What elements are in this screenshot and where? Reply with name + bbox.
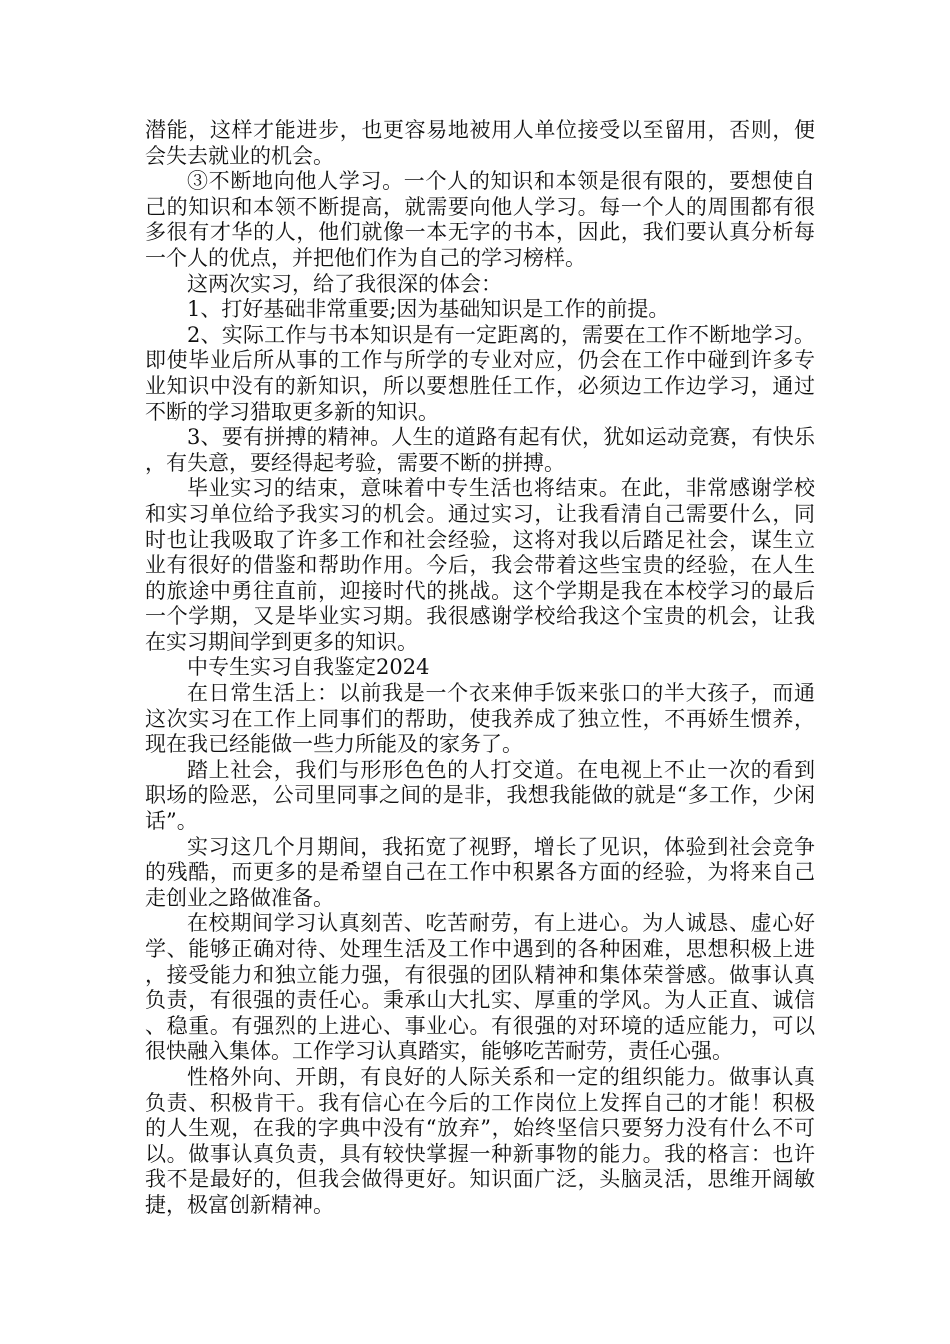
document-page: [145, 118, 815, 1219]
paragraph: 踏上社会，我们与形形色色的人打交道。在电视上不止一次的看到职场的险恶，公司里同事之间的是非，我想我能做的就是“多工作，少闲话”。: [145, 757, 815, 834]
paragraph: 3、要有拼搏的精神。人生的道路有起有伏，犹如运动竞赛，有快乐，有失意，要经得起考验，需要不断的拼搏。: [145, 425, 815, 475]
paragraph: 在校期间学习认真刻苦、吃苦耐劳，有上进心。为人诚恳、虚心好学、能够正确对待、处理生活及工作中遇到的各种困难，思想积极上进，接受能力和独立能力强，有很强的团队精神和集体荣誉感。做事认真负责，有很强的责任心。秉承山大扎实、厚重的学风。为人正直、诚信、稳重。有强烈的上进心、事业心。有很强的对环境的适应能力，可以很快融入集体。工作学习认真踏实，能够吃苦耐劳，责任心强。: [145, 911, 815, 1064]
paragraph: 这两次实习，给了我很深的体会：: [187, 271, 502, 296]
paragraph: 实习这几个月期间，我拓宽了视野，增长了见识，体验到社会竞争的残酷，而更多的是希望自己在工作中积累各方面的经验，为将来自己走创业之路做准备。: [145, 834, 815, 910]
paragraph: 2、实际工作与书本知识是有一定距离的，需要在工作不断地学习。即使毕业后所从事的工作与所学的专业对应，仍会在工作中碰到许多专业知识中没有的新知识，所以要想胜任工作，必须边工作边学习，通过不断的学习猎取更多新的知识。: [145, 322, 815, 424]
section-heading: 中专生实习自我鉴定2024: [187, 655, 430, 680]
paragraph: ③不断地向他人学习。一个人的知识和本领是很有限的，要想使自己的知识和本领不断提高，就需要向他人学习。每一个人的周围都有很多很有才华的人，他们就像一本无字的书本，因此，我们要认真分析每一个人的优点，并把他们作为自己的学习榜样。: [145, 169, 815, 270]
paragraph: 性格外向、开朗，有良好的人际关系和一定的组织能力。做事认真负责、积极肯干。我有信心在今后的工作岗位上发挥自己的才能！积极的人生观，在我的字典中没有“放弃”，始终坚信只要努力没有什么不可以。做事认真负责，具有较快掌握一种新事物的能力。我的格言：也许我不是最好的，但我会做得更好。知识面广泛，头脑灵活，思维开阔敏捷，极富创新精神。: [145, 1064, 815, 1217]
paragraph: 1、打好基础非常重要;因为基础知识是工作的前提。: [187, 297, 670, 322]
paragraph: 在日常生活上：以前我是一个衣来伸手饭来张口的半大孩子，而通这次实习在工作上同事们的帮助，使我养成了独立性，不再娇生惯养，现在我已经能做一些力所能及的家务了。: [145, 681, 815, 757]
paragraph: 潜能，这样才能进步，也更容易地被用人单位接受以至留用，否则，便会失去就业的机会。: [145, 118, 815, 168]
paragraph: 毕业实习的结束，意味着中专生活也将结束。在此，非常感谢学校和实习单位给予我实习的机会。通过实习，让我看清自己需要什么，同时也让我吸取了许多工作和社会经验，这将对我以后踏足社会，谋生立业有很好的借鉴和帮助作用。今后，我会带着这些宝贵的经验，在人生的旅途中勇往直前，迎接时代的挑战。这个学期是我在本校学习的最后一个学期，又是毕业实习期。我很感谢学校给我这个宝贵的机会，让我在实习期间学到更多的知识。: [145, 476, 815, 654]
